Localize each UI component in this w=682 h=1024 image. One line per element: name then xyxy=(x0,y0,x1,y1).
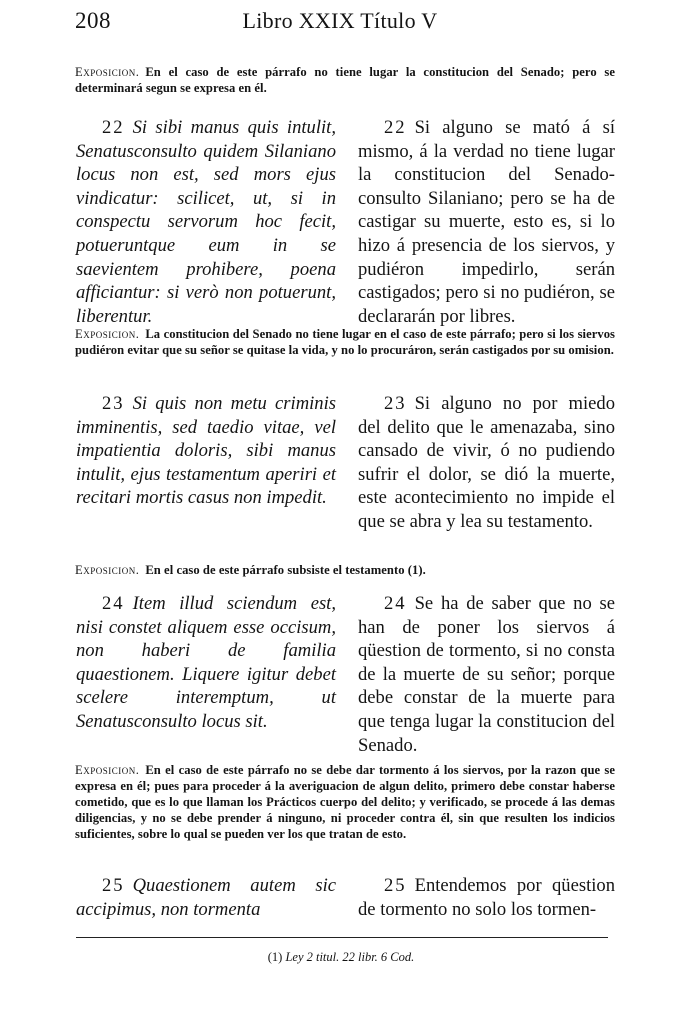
exposition-note xyxy=(75,762,615,842)
latin-text: Quaestionem autem sic accipimus, non tormenta xyxy=(76,875,336,920)
latin-text: Si sibi manus quis intulit, Senatusconsulto quidem Silaniano locus non est, sed mors ejus vindicatur: scilicet, ut, si in conspectu servorum hoc fecit, potueruntque eum in se saevientem prohibere, poena afficiantur: si verò non potuerunt, liberentur. xyxy=(76,117,336,327)
latin-text: Si quis non metu criminis imminentis, sed taedio vitae, vel impatientia doloris, sibi manus intulit, ejus testamentum aperiri et recitari mortis casus non impedit. xyxy=(76,393,336,509)
paragraph-number: 25 xyxy=(102,875,125,896)
paragraph-number: 22 xyxy=(102,117,125,138)
spanish-text: Si alguno no por miedo del delito que le amenazaba, sino cansado de vivir, ó no pudiendo sufrir el dolor, se dió la muerte, este acontecimiento no impide el que se abra y lea su testamento. xyxy=(358,393,615,532)
exposition-note xyxy=(75,326,615,358)
paragraph-number: 22 xyxy=(384,117,407,138)
paragraph-number: 24 xyxy=(102,593,125,614)
paragraph-number: 23 xyxy=(102,393,125,414)
exposition-label: Exposicion. xyxy=(75,327,140,341)
page-header xyxy=(75,6,605,38)
spanish-text: Si alguno se mató á sí mismo, á la verdad no tiene lugar la constitucion del Senado-consulto Silaniano; pero se ha de castigar su muerte, esto es, si lo hizo á presencia de los siervos, y pudiéron impedirlo, serán castigados; pero si no pudiéron, se declararán por libres. xyxy=(358,117,615,327)
exposition-text: En el caso de este párrafo no tiene lugar la constitucion del Senado; pero se determinará segun se expresa en él. xyxy=(75,65,615,95)
paragraph-number: 23 xyxy=(384,393,407,414)
footnote-marker: (1) xyxy=(267,950,283,964)
page-number: 208 xyxy=(75,8,111,33)
latin-paragraph xyxy=(76,392,336,510)
footnote-text: Ley 2 titul. 22 libr. 6 Cod. xyxy=(285,950,415,964)
latin-text: Item illud sciendum est, nisi constet aliquem esse occisum, non haberi de familia quaestionem. Liquere igitur debet scelere interemptum, ut Senatusconsulto locus sit. xyxy=(76,593,336,732)
spanish-paragraph xyxy=(358,592,615,757)
latin-paragraph xyxy=(76,592,336,734)
paragraph-number: 24 xyxy=(384,593,407,614)
exposition-text: En el caso de este párrafo no se debe dar tormento á los siervos, por la razon que se expresa en él; pues para proceder á la averiguacion de algun delito, primero debe constar haberse cometido, que es lo que llaman los Prácticos cuerpo del delito; y verificado, se procede á las demas diligencias, y no se debe prender á ninguno, ni proceder contra él, sin que resulten los indicios suficientes, sobre lo qual se pueden ver los que tratan de esto. xyxy=(75,763,615,841)
latin-paragraph xyxy=(76,874,336,921)
exposition-note xyxy=(75,64,615,96)
spanish-paragraph xyxy=(358,116,615,328)
latin-paragraph xyxy=(76,116,336,328)
exposition-label: Exposicion. xyxy=(75,563,140,577)
exposition-note xyxy=(75,562,615,578)
spanish-paragraph xyxy=(358,392,615,534)
footnote-divider xyxy=(76,937,608,938)
exposition-label: Exposicion. xyxy=(75,763,140,777)
footnote xyxy=(0,950,682,965)
exposition-label: Exposicion. xyxy=(75,65,140,79)
spanish-paragraph xyxy=(358,874,615,921)
exposition-text: En el caso de este párrafo subsiste el testamento (1). xyxy=(145,563,426,577)
running-title: Libro XXIX Título V xyxy=(242,8,438,33)
exposition-text: La constitucion del Senado no tiene lugar en el caso de este párrafo; pero si los siervos pudiéron evitar que su señor se quitase la vida, y no lo procuráron, serán castigados por su omision. xyxy=(75,327,615,357)
spanish-text: Entendemos por qüestion de tormento no solo los tormen- xyxy=(358,875,615,920)
paragraph-number: 25 xyxy=(384,875,407,896)
spanish-text: Se ha de saber que no se han de poner los siervos á qüestion de tormento, si no consta de la muerte de su señor; porque debe constar de la muerte para que tenga lugar la constitucion del Senado. xyxy=(358,593,615,756)
